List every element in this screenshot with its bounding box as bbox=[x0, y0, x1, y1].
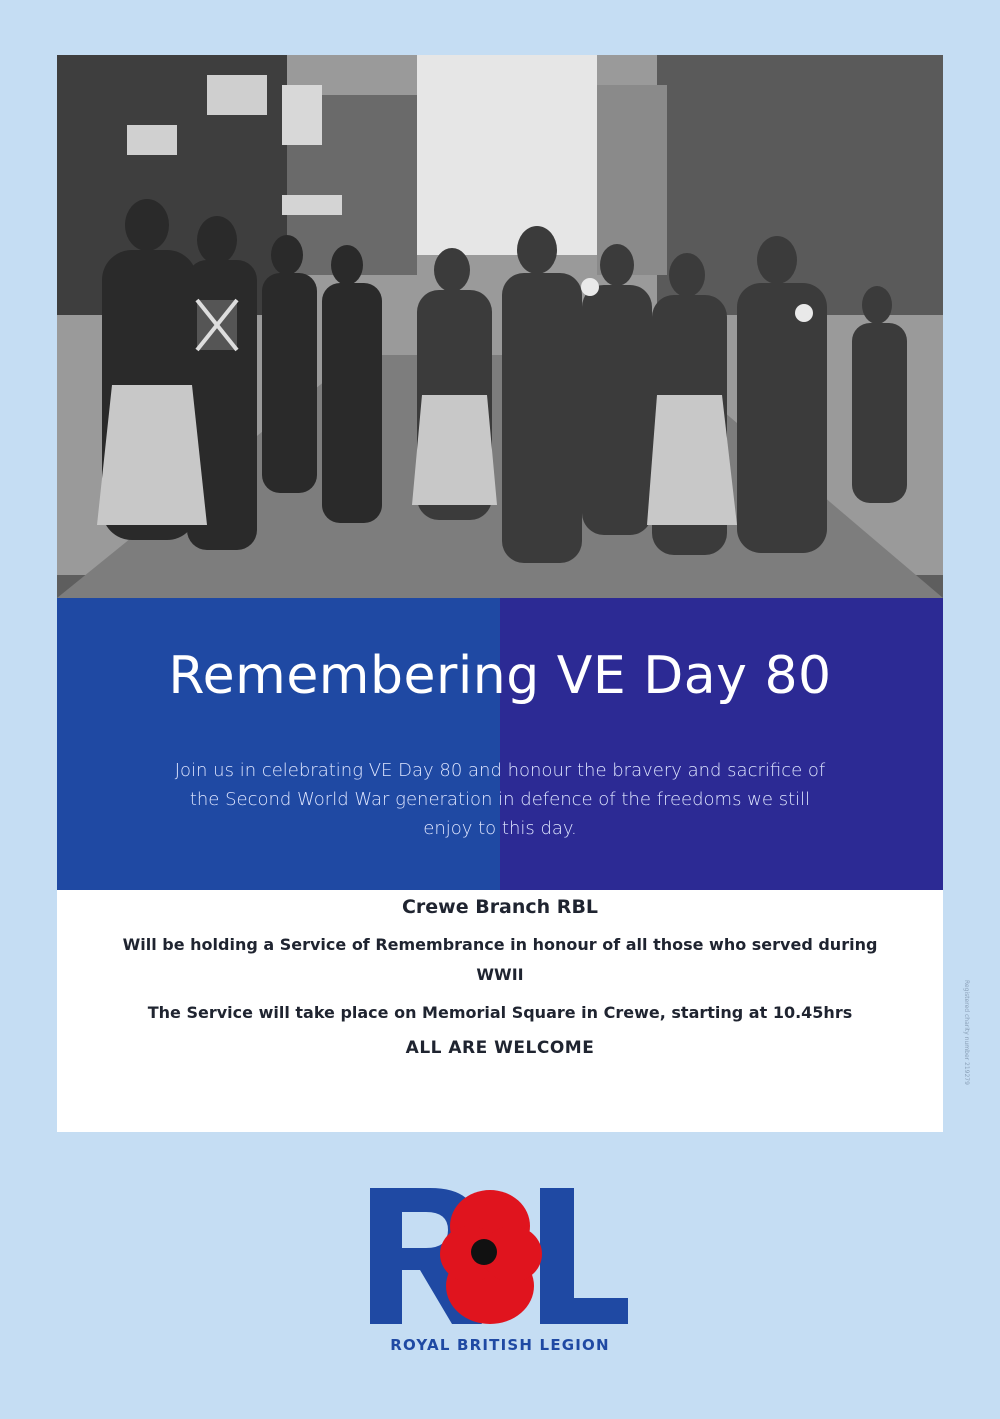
service-location: The Service will take place on Memorial Square in Crewe, starting at 10.45hrs bbox=[147, 1003, 853, 1022]
rbl-name: ROYAL BRITISH LEGION bbox=[390, 1336, 610, 1354]
poppy-icon bbox=[440, 1190, 542, 1324]
celebration-photo-illustration bbox=[57, 55, 943, 598]
rbl-logo bbox=[360, 1178, 640, 1378]
rbl-logo-mark bbox=[360, 1178, 640, 1338]
poster bbox=[57, 55, 943, 1132]
celebration-photo bbox=[57, 55, 943, 598]
welcome-note: ALL ARE WELCOME bbox=[405, 1038, 595, 1058]
event-info bbox=[57, 890, 943, 1132]
charity-number: Registered charity number 219279 bbox=[963, 980, 970, 1085]
title-banner bbox=[57, 598, 943, 890]
poster-title: Remembering VE Day 80 bbox=[168, 646, 832, 706]
service-description: Will be holding a Service of Remembrance in honour of all those who served during WWII bbox=[122, 935, 878, 984]
branch-name: Crewe Branch RBL bbox=[401, 896, 599, 918]
banner-description: Join us in celebrating VE Day 80 and honour the bravery and sacrifice of the Second World War generation in defence of the freedoms we still enjoy to this day. bbox=[174, 760, 826, 839]
